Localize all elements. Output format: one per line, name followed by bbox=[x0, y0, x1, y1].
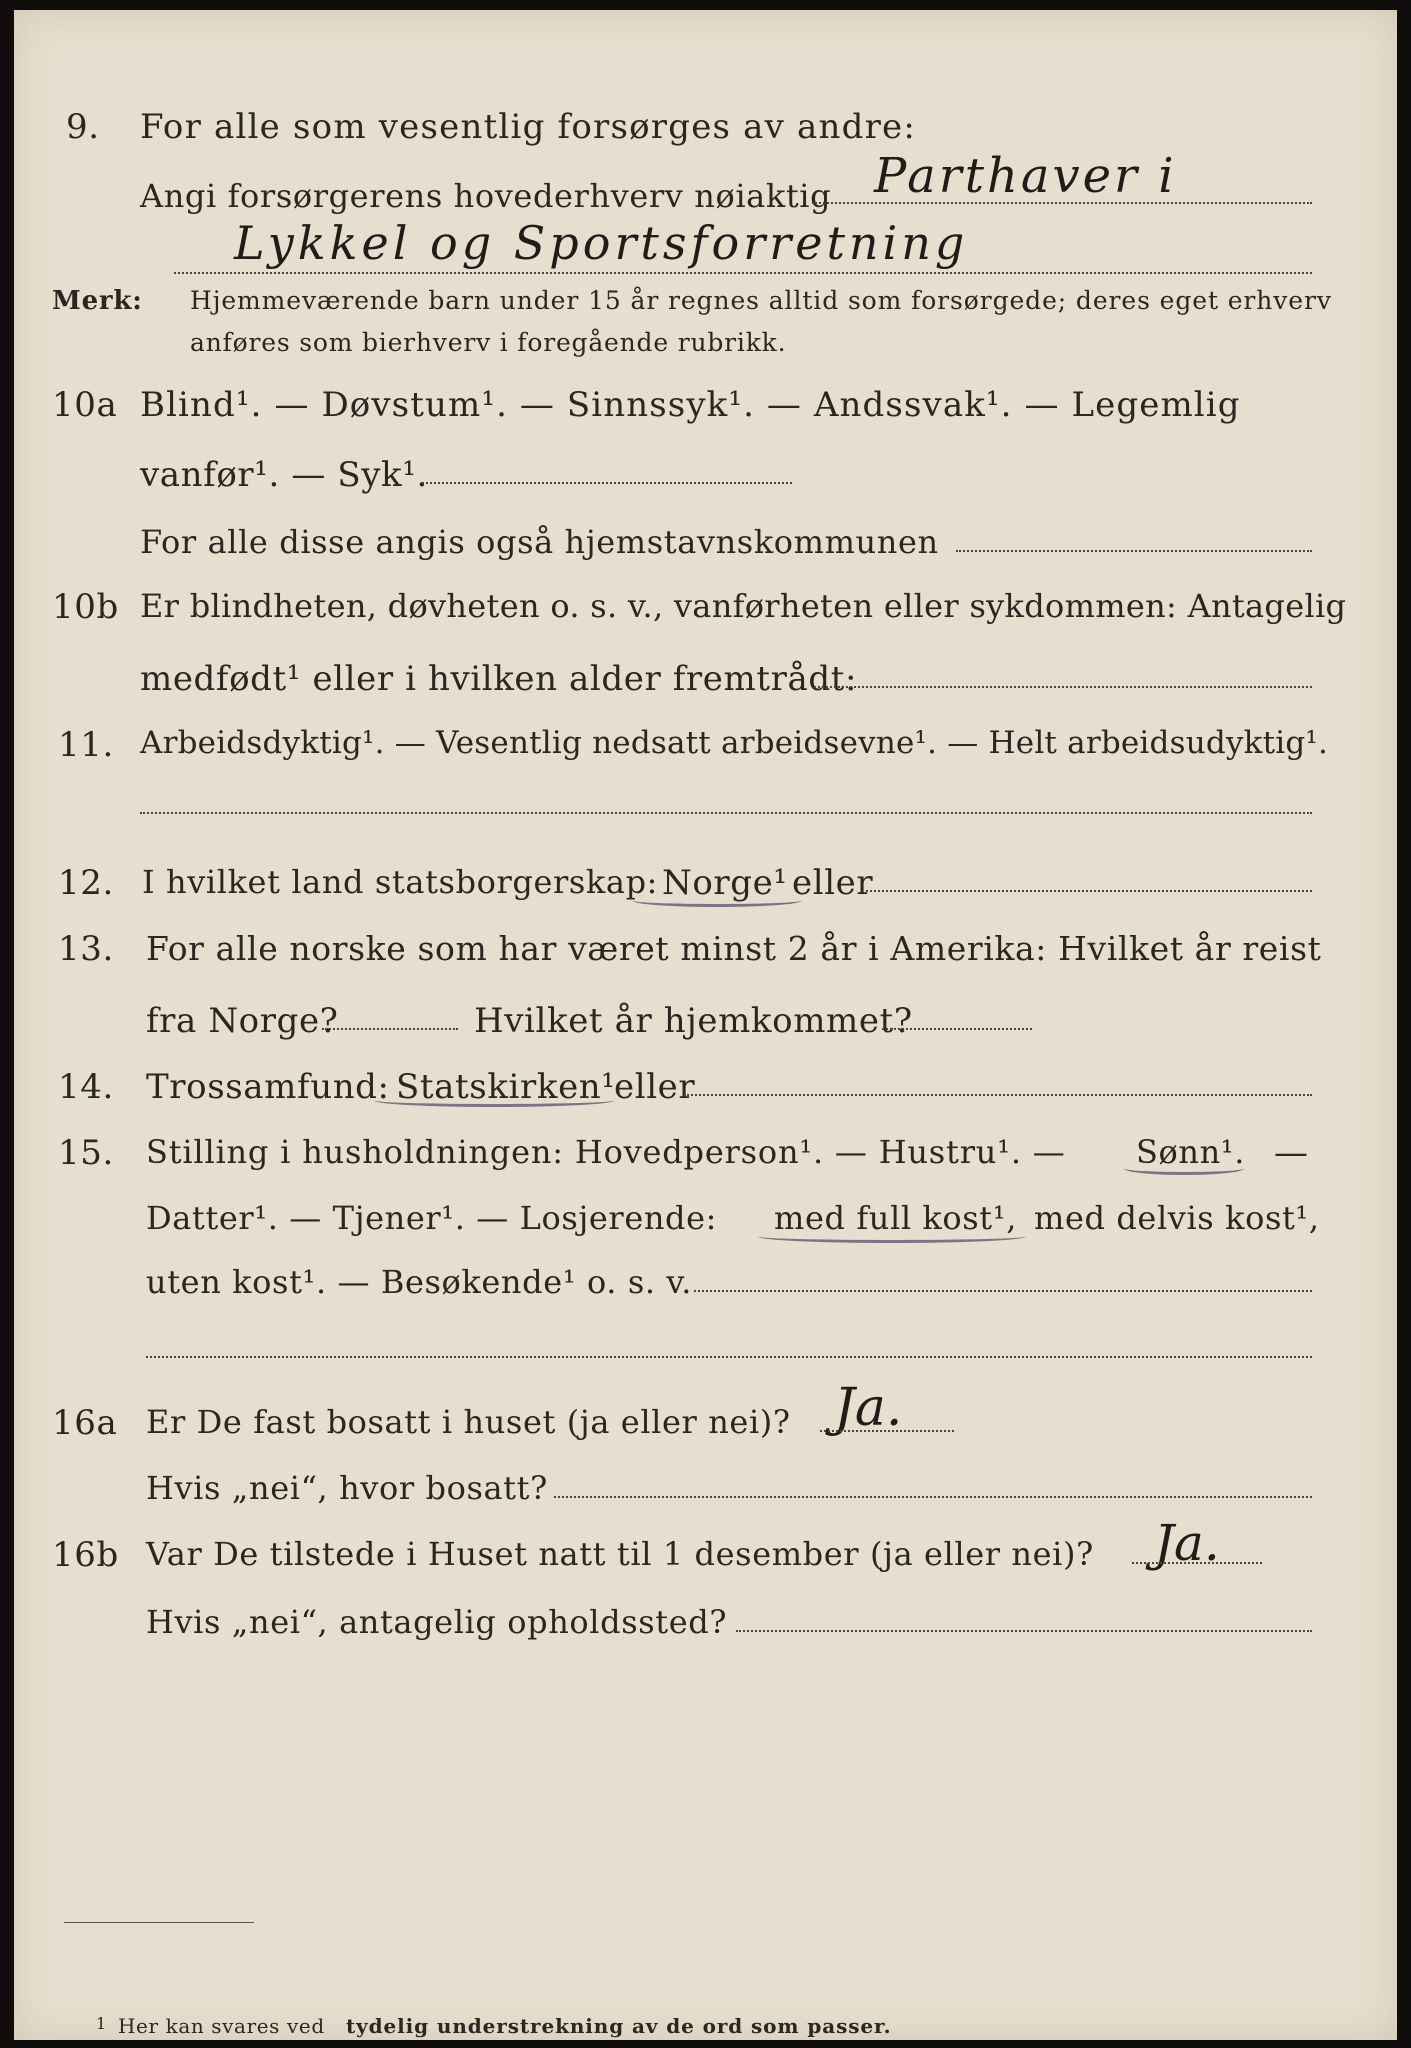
q13-year-left-dots bbox=[322, 1028, 458, 1030]
q14-number: 14. bbox=[58, 1067, 114, 1107]
q12-eller: eller bbox=[792, 863, 874, 903]
q16a-line1: Er De fast bosatt i huset (ja eller nei)? bbox=[146, 1403, 791, 1441]
merk-label: Merk: bbox=[52, 286, 143, 316]
q16b-line1: Var De tilstede i Huset natt til 1 desember (ja eller nei)? bbox=[146, 1535, 1094, 1573]
q15-line3: uten kost¹. — Besøkende¹ o. s. v. bbox=[146, 1263, 693, 1301]
q15-line2a: Datter¹. — Tjener¹. — Losjerende: bbox=[146, 1199, 718, 1237]
q15-line2b: med delvis kost¹, bbox=[1034, 1199, 1320, 1237]
q16a-number: 16a bbox=[52, 1403, 118, 1443]
q10a-number: 10a bbox=[52, 385, 118, 425]
q10a-line3-dots bbox=[956, 550, 1312, 552]
q10b-line2-dots bbox=[814, 686, 1312, 688]
q15-line3-dots bbox=[694, 1290, 1312, 1292]
q10a-line2: vanfør¹. — Syk¹. bbox=[140, 455, 428, 495]
footnote-rule bbox=[64, 1922, 254, 1923]
q9-handwritten-answer-1: Parthaver i bbox=[874, 148, 1177, 204]
q12-dots bbox=[866, 890, 1312, 892]
q10b-number: 10b bbox=[52, 587, 119, 627]
q14-eller: eller bbox=[614, 1067, 696, 1107]
merk-line1: Hjemmeværende barn under 15 år regnes alltid som forsørgede; deres eget erhverv bbox=[190, 286, 1332, 315]
q12-norge-underline bbox=[632, 894, 802, 907]
q15-line1: Stilling i husholdningen: Hovedperson¹. — Hustru¹. — bbox=[146, 1133, 1066, 1171]
q15-line1-end: — bbox=[1274, 1133, 1309, 1173]
q16a-answer-dots bbox=[820, 1430, 954, 1432]
q16b-handwritten-answer: Ja. bbox=[1154, 1514, 1220, 1572]
q10b-line1: Er blindheten, døvheten o. s. v., vanførheten eller sykdommen: Antagelig bbox=[140, 587, 1347, 625]
q9-answer-line-2 bbox=[174, 272, 1312, 274]
q16a-handwritten-answer: Ja. bbox=[834, 1378, 903, 1438]
q13-number: 13. bbox=[58, 929, 114, 969]
merk-line2: anføres som bierhverv i foregående rubrikk. bbox=[190, 328, 787, 357]
footnote-text-1: Her kan svares ved bbox=[118, 2014, 325, 2038]
q9-line1: For alle som vesentlig forsørges av andre: bbox=[140, 107, 917, 147]
q11-answer-line bbox=[140, 812, 1312, 814]
q9-number: 9. bbox=[66, 107, 100, 147]
q10b-line2: medfødt¹ eller i hvilken alder fremtrådt: bbox=[140, 659, 858, 699]
q11-number: 11. bbox=[58, 725, 114, 765]
q14-statskirken: Statskirken¹ bbox=[396, 1067, 616, 1107]
footnote-text-2: tydelig understrekning av de ord som passer. bbox=[346, 2014, 892, 2038]
q15-answer-line bbox=[146, 1356, 1312, 1358]
q15-sonn: Sønn¹. bbox=[1136, 1133, 1246, 1171]
q13-year-return-dots bbox=[882, 1028, 1032, 1030]
q13-line1: For alle norske som har været minst 2 år i Amerika: Hvilket år reist bbox=[146, 929, 1322, 968]
q15-fullkost: med full kost¹, bbox=[774, 1199, 1017, 1237]
q12-line1: I hvilket land statsborgerskap: bbox=[142, 863, 659, 901]
q13-line2a: fra Norge? bbox=[146, 1001, 339, 1041]
q14-dots bbox=[684, 1094, 1312, 1096]
q10a-line2-dots bbox=[422, 482, 792, 484]
q16a-line2: Hvis „nei“, hvor bosatt? bbox=[146, 1469, 548, 1507]
q12-norge: Norge¹ bbox=[662, 863, 788, 903]
census-form-sheet bbox=[14, 10, 1397, 2040]
q16b-line2: Hvis „nei“, antagelig opholdssted? bbox=[146, 1603, 728, 1641]
q9-handwritten-answer-2: Lykkel og Sportsforretning bbox=[234, 216, 969, 270]
q15-number: 15. bbox=[58, 1133, 114, 1173]
q13-line2b: Hvilket år hjemkommet? bbox=[474, 1001, 913, 1041]
q15-fullkost-underline bbox=[758, 1230, 1026, 1243]
q15-sonn-underline bbox=[1124, 1162, 1244, 1175]
footnote-mark: 1 bbox=[96, 2014, 107, 2033]
q16b-answer-dots bbox=[1132, 1562, 1262, 1564]
q16b-line2-dots bbox=[736, 1630, 1312, 1632]
q11-line1: Arbeidsdyktig¹. — Vesentlig nedsatt arbeidsevne¹. — Helt arbeidsudyktig¹. bbox=[140, 725, 1329, 761]
q12-number: 12. bbox=[58, 863, 114, 903]
q10a-line1: Blind¹. — Døvstum¹. — Sinnssyk¹. — Andssvak¹. — Legemlig bbox=[140, 385, 1241, 425]
q9-line2: Angi forsørgerens hovederhverv nøiaktig bbox=[140, 177, 832, 215]
q10a-line3: For alle disse angis også hjemstavnskommunen bbox=[140, 523, 939, 561]
q14-label: Trossamfund: bbox=[146, 1067, 390, 1107]
q16b-number: 16b bbox=[52, 1535, 119, 1575]
q14-statskirken-underline bbox=[374, 1094, 614, 1107]
q16a-line2-dots bbox=[554, 1496, 1312, 1498]
